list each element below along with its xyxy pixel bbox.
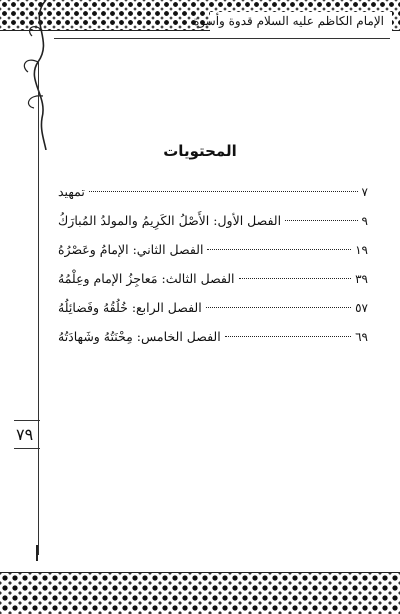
leader-dots	[239, 278, 352, 279]
entry-title: الفصل الخامس: مِحْنَتُهُ وشَهادَتُهُ	[58, 329, 221, 344]
contents-entry-chapter-1[interactable]	[58, 213, 368, 242]
entry-page: ٣٩	[355, 272, 368, 286]
entry-page: ٩	[361, 214, 368, 228]
entry-title: الفصل الثالث: مَعاجِزُ الإمام وعِلْمُهُ	[58, 271, 235, 286]
leader-dots	[285, 220, 357, 221]
entry-page: ٧	[361, 185, 368, 199]
margin-rule	[38, 60, 39, 555]
entry-title: الفصل الرابع: خُلُقُهُ وفَضائِلُهُ	[58, 300, 202, 315]
leader-dots	[89, 191, 358, 192]
header-rule	[54, 38, 390, 39]
vine-ornament	[8, 0, 58, 150]
page-number: ٧٩	[16, 425, 34, 444]
leader-dots	[225, 336, 351, 337]
contents-entry-chapter-2[interactable]	[58, 242, 368, 271]
entry-page: ١٩	[355, 243, 368, 257]
entry-title: تمهيد	[58, 184, 85, 199]
vine-end-ornament	[36, 545, 44, 561]
contents-entry-chapter-3[interactable]	[58, 271, 368, 300]
bottom-ornamental-border	[0, 572, 400, 614]
entry-title: الفصل الأول: الأَصْلُ الكَرِيمُ والمولدُ المُبارَكُ	[58, 213, 282, 228]
contents-entry-chapter-4[interactable]	[58, 300, 368, 329]
page-number-rule-top	[14, 420, 40, 421]
entry-title: الفصل الثاني: الإمامُ وعَصْرُهُ	[58, 242, 204, 257]
contents-title: المحتويات	[163, 142, 237, 160]
entry-page: ٥٧	[355, 301, 368, 315]
contents-entry-chapter-5[interactable]	[58, 329, 368, 358]
contents-entry-intro[interactable]	[58, 184, 368, 213]
running-header: الإمام الكاظم عليه السلام قدوة وأسوة	[193, 14, 384, 28]
page-number-rule-bottom	[14, 448, 40, 449]
leader-dots	[207, 249, 351, 250]
entry-page: ٦٩	[355, 330, 368, 344]
leader-dots	[206, 307, 351, 308]
contents-list	[58, 184, 368, 358]
